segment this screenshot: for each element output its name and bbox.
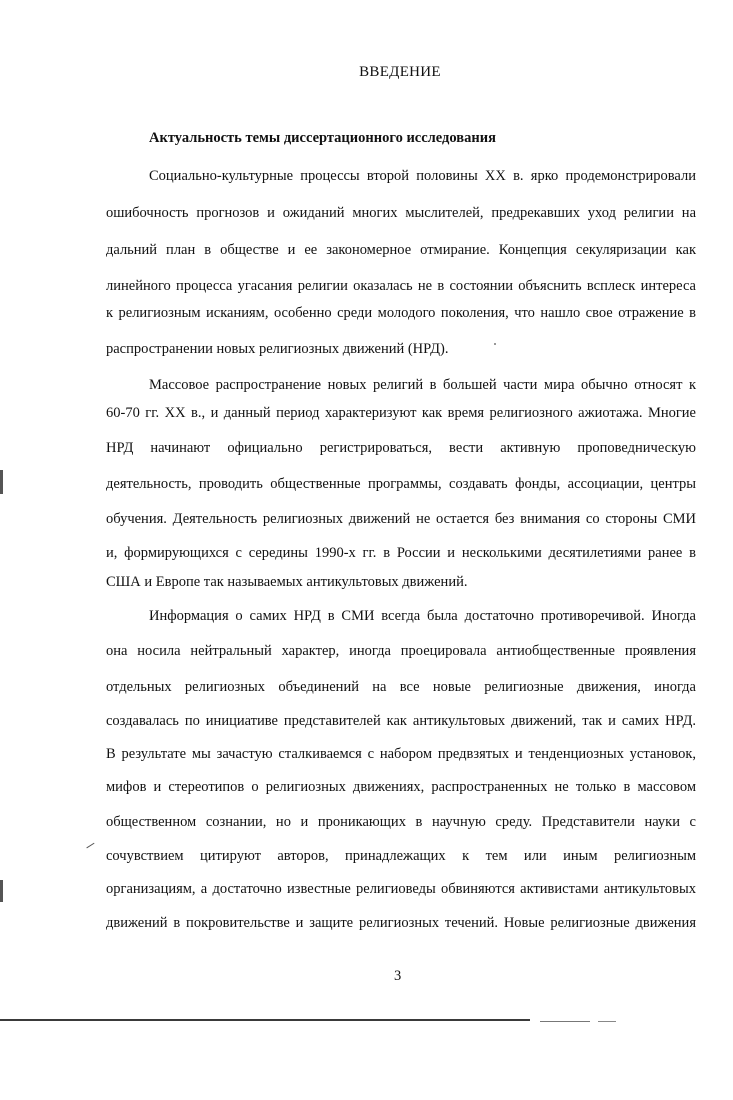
scan-edge-mark [0, 880, 3, 902]
text-line: обучения. Деятельность религиозных движений не остается без внимания со стороны СМИ [106, 511, 696, 527]
text-line: к религиозным исканиям, особенно среди молодого поколения, что нашло свое отражение в [106, 305, 696, 321]
scan-edge-mark [0, 470, 3, 494]
text-line: НРД начинают официально регистрироваться, вести активную проповедническую [106, 440, 696, 456]
text-line: США и Европе так называемых антикультовых движений. [106, 574, 468, 590]
text-line: создавалась по инициативе представителей как антикультовых движений, так и самих НРД. [106, 713, 696, 729]
text-line: деятельность, проводить общественные программы, создавать фонды, ассоциации, центры [106, 476, 696, 492]
text-line: сочувствием цитируют авторов, принадлежащих к тем или иным религиозным [106, 848, 696, 864]
scan-edge-line [0, 1019, 530, 1021]
scan-edge-line [598, 1021, 616, 1022]
section-heading: Актуальность темы диссертационного исследования [149, 130, 496, 146]
scan-edge-line [540, 1021, 590, 1022]
text-line: мифов и стереотипов о религиозных движениях, распространенных не только в массовом [106, 779, 696, 795]
text-line: дальний план в обществе и ее закономерное отмирание. Концепция секуляризации как [106, 242, 696, 258]
text-line: ошибочность прогнозов и ожиданий многих мыслителей, предрекавших уход религии на [106, 205, 696, 221]
page-title: ВВЕДЕНИЕ [359, 64, 441, 80]
text-line: движений в покровительстве и защите религиозных течений. Новые религиозные движения [106, 915, 696, 931]
text-line: общественном сознании, но и проникающих в научную среду. Представители науки с [106, 814, 696, 830]
text-line: Информация о самих НРД в СМИ всегда была достаточно противоречивой. Иногда [149, 608, 696, 624]
text-line: линейного процесса угасания религии оказалась не в состоянии объяснить всплеск интереса [106, 278, 696, 294]
text-line: и, формирующихся с середины 1990-х гг. в России и несколькими десятилетиями ранее в [106, 545, 696, 561]
pen-mark [86, 843, 94, 849]
text-line: распространении новых религиозных движений (НРД). [106, 341, 449, 357]
text-line: 60-70 гг. XX в., и данный период характеризуют как время религиозного ажиотажа. Многие [106, 405, 696, 421]
text-line: организациям, а достаточно известные религиоведы обвиняются активистами антикультовых [106, 881, 696, 897]
text-line: В результате мы зачастую сталкиваемся с набором предвзятых и тенденциозных установок, [106, 746, 696, 762]
text-line: Массовое распространение новых религий в большей части мира обычно относят к [149, 377, 696, 393]
text-line: отдельных религиозных объединений на все новые религиозные движения, иногда [106, 679, 696, 695]
text-line: Социально-культурные процессы второй половины XX в. ярко продемонстрировали [149, 168, 696, 184]
scan-speck [494, 343, 496, 345]
text-line: она носила нейтральный характер, иногда проецировала антиобщественные проявления [106, 643, 696, 659]
page-number: 3 [394, 968, 402, 984]
